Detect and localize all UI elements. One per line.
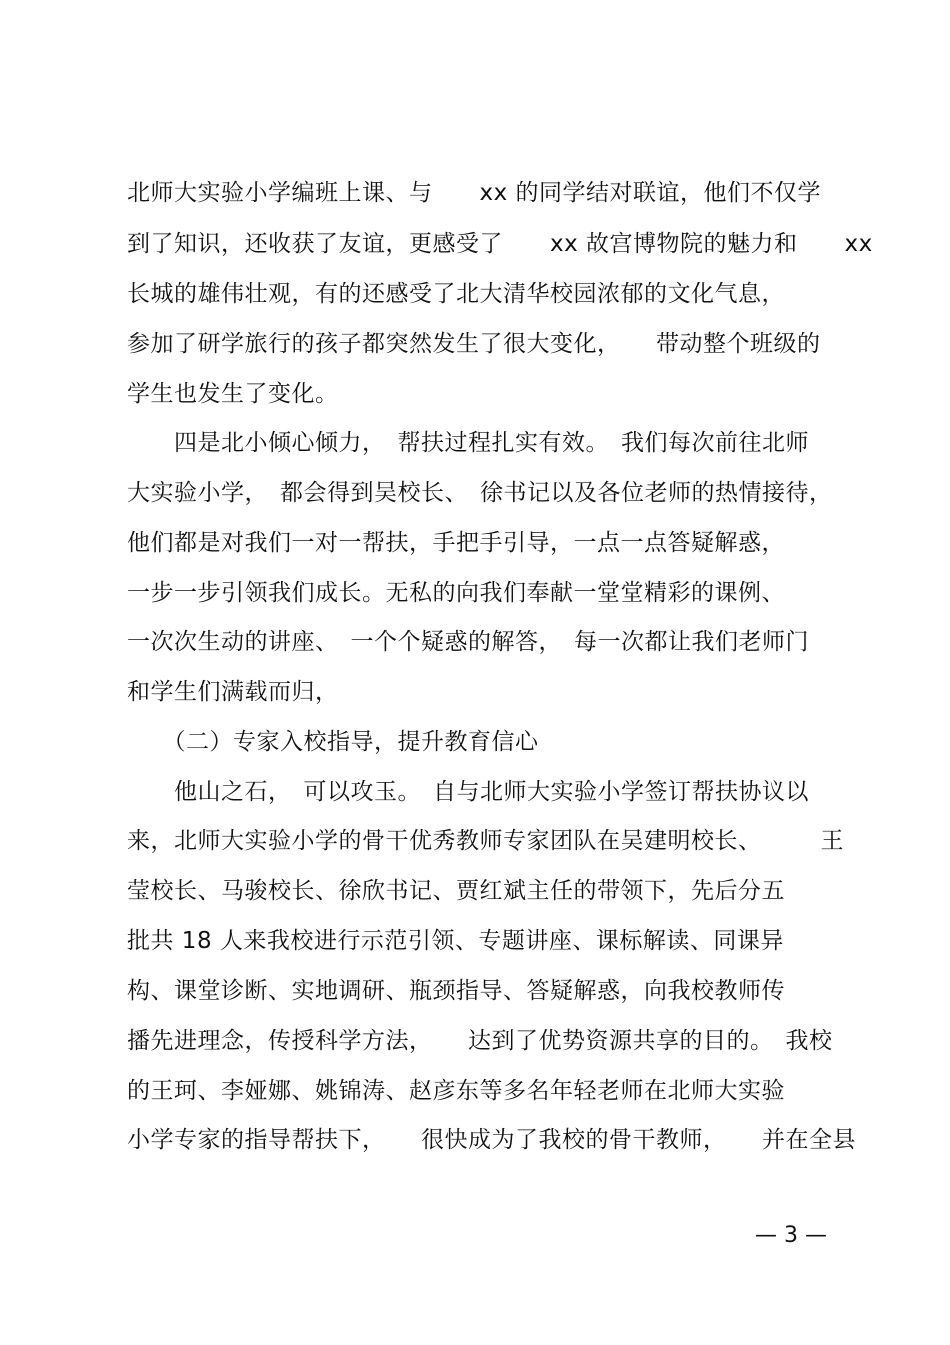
body-line: 构、课堂诊断、实地调研、瓶颈指导、答疑解惑，向我校教师传 bbox=[127, 978, 785, 1004]
body-line: 到了知识，还收获了友谊，更感受了 xx 故宫博物院的魅力和 xx bbox=[127, 231, 873, 257]
page-number: — 3 — bbox=[755, 1223, 827, 1248]
body-line: 的王珂、李娅娜、姚锦涛、赵彦东等多名年轻老师在北师大实验 bbox=[127, 1078, 785, 1104]
body-line: 一次次生动的讲座、 一个个疑惑的解答， 每一次都让我们老师门 bbox=[127, 629, 809, 655]
body-line: 北师大实验小学编班上课、与 xx 的同学结对联谊，他们不仅学 bbox=[127, 180, 822, 206]
body-line: 一步一步引领我们成长。无私的向我们奉献一堂堂精彩的课例、 bbox=[127, 580, 785, 606]
body-line: 四是北小倾心倾力， 帮扶过程扎实有效。 我们每次前往北师 bbox=[127, 430, 809, 456]
body-line: 小学专家的指导帮扶下， 很快成为了我校的骨干教师， 并在全县 bbox=[127, 1127, 856, 1153]
body-line: 莹校长、马骏校长、徐欣书记、贾红斌主任的带领下，先后分五 bbox=[127, 878, 785, 904]
body-line: 长城的雄伟壮观，有的还感受了北大清华校园浓郁的文化气息， bbox=[127, 281, 785, 307]
body-line: 学生也发生了变化。 bbox=[127, 381, 339, 407]
body-line: 参加了研学旅行的孩子都突然发生了很大变化， 带动整个班级的 bbox=[127, 331, 821, 357]
body-line: 他们都是对我们一对一帮扶，手把手引导，一点一点答疑解惑， bbox=[127, 530, 785, 556]
body-line: 他山之石， 可以攻玉。 自与北师大实验小学签订帮扶协议以 bbox=[127, 779, 809, 805]
body-line: 批共 18 人来我校进行示范引领、专题讲座、课标解读、同课异 bbox=[127, 928, 784, 954]
body-line: 来，北师大实验小学的骨干优秀教师专家团队在吴建明校长、 王 bbox=[127, 828, 844, 854]
section-heading: （二）专家入校指导，提升教育信心 bbox=[127, 729, 539, 755]
body-line: 大实验小学， 都会得到吴校长、 徐书记以及各位老师的热情接待， bbox=[127, 480, 833, 506]
body-line: 播先进理念，传授科学方法， 达到了优势资源共享的目的。 我校 bbox=[127, 1028, 833, 1054]
body-line: 和学生们满载而归， bbox=[127, 679, 339, 705]
